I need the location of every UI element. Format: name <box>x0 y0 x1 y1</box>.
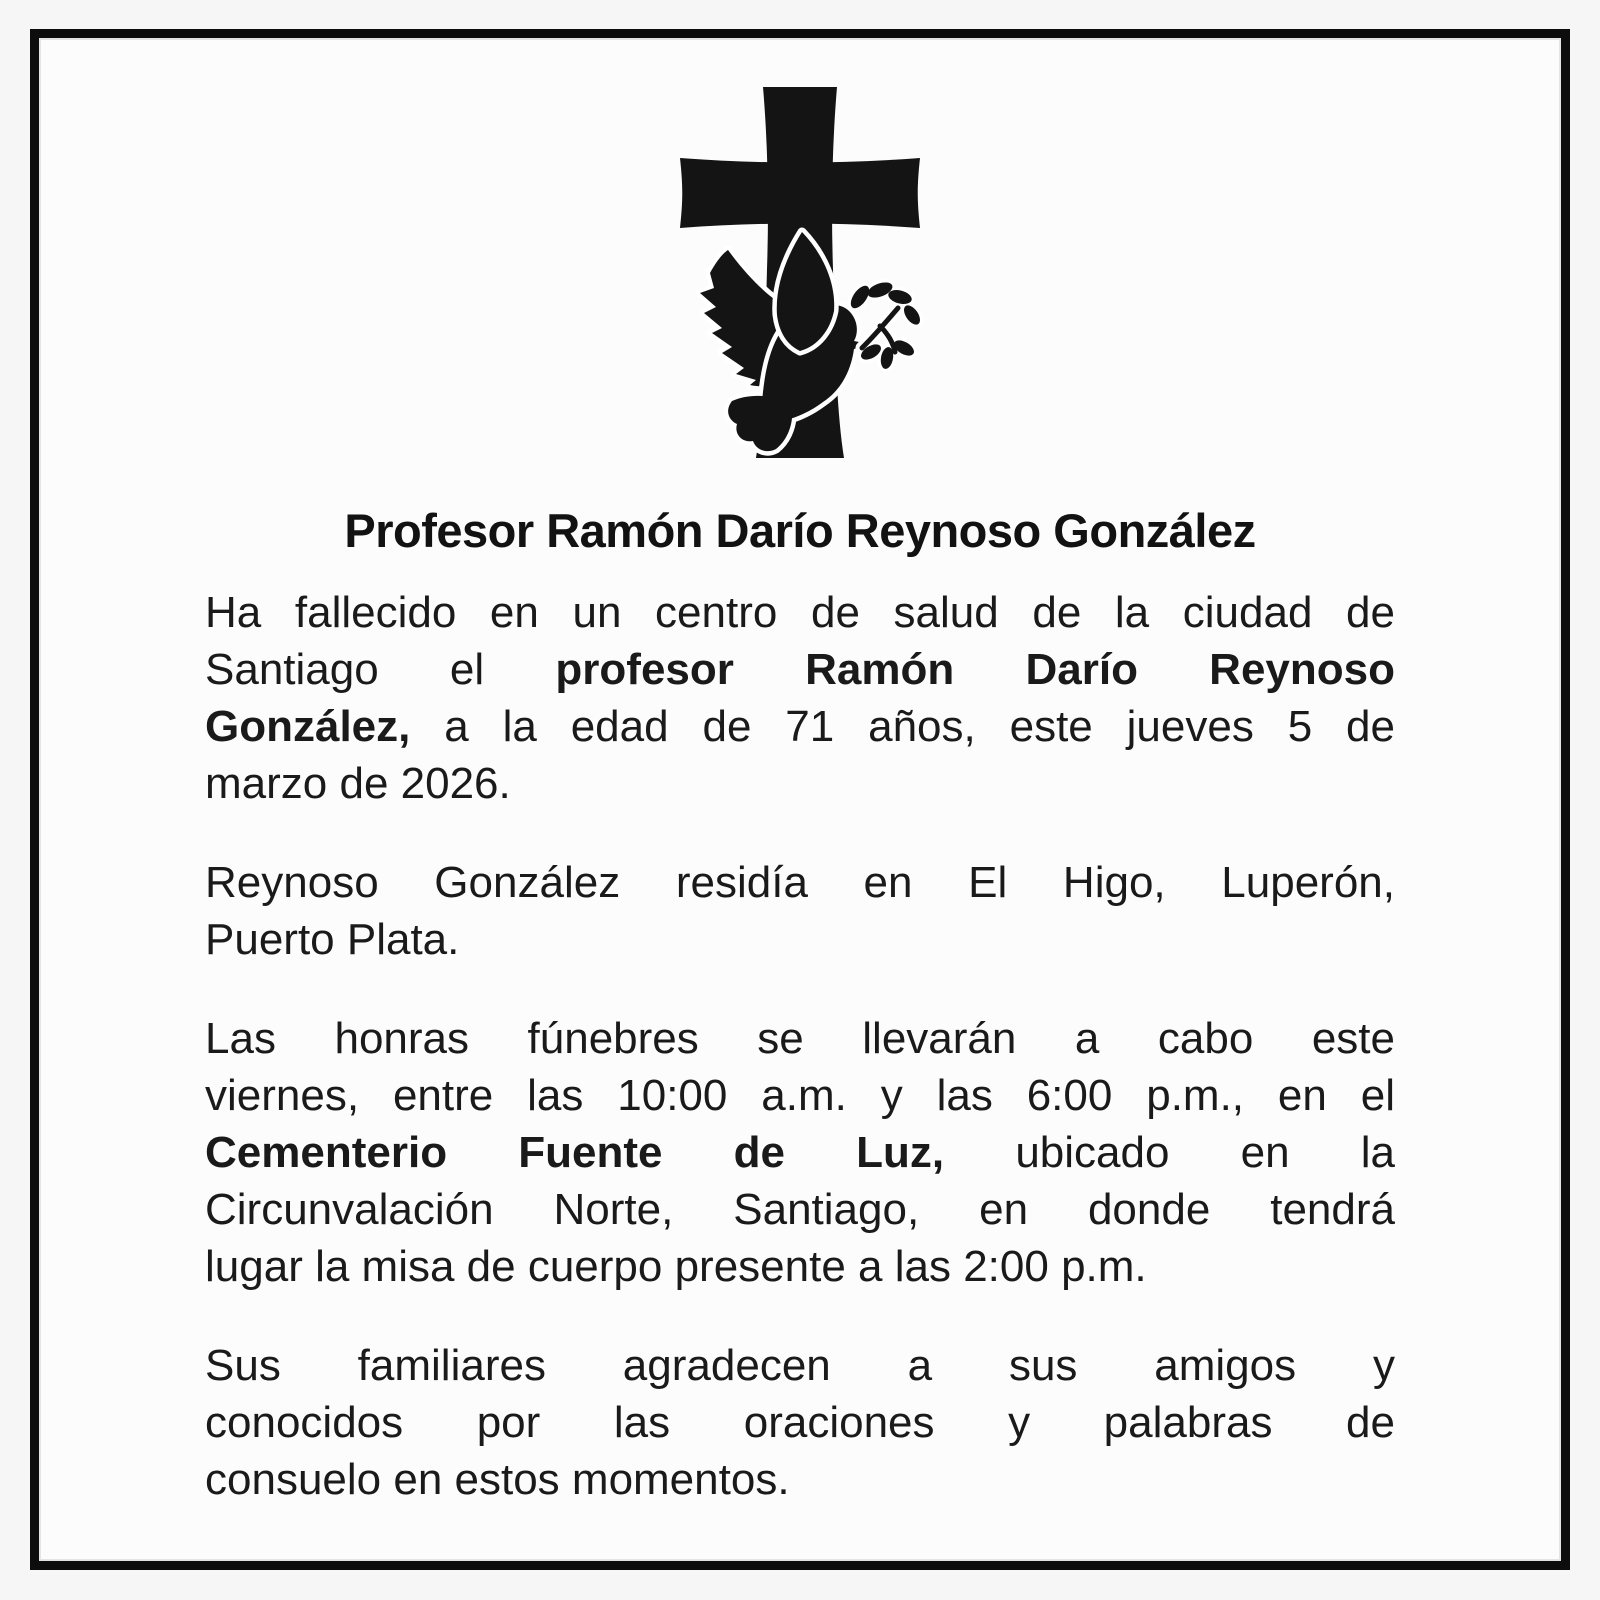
obituary-body <box>205 584 1395 1508</box>
text-line <box>205 1394 1395 1451</box>
paragraph <box>205 584 1395 812</box>
text-segment: consuelo en estos momentos. <box>205 1455 790 1504</box>
text-segment: Circunvalación Norte, Santiago, en donde tendrá <box>205 1185 1395 1234</box>
memorial-card <box>30 29 1570 1570</box>
text-segment: Reynoso González residía en El Higo, Luperón, <box>205 858 1395 907</box>
text-segment: lugar la misa de cuerpo presente a las 2:00 p.m. <box>205 1242 1147 1291</box>
text-segment: Sus familiares agradecen a sus amigos y <box>205 1341 1395 1390</box>
text-line <box>205 854 1395 911</box>
bold-text-segment: González, <box>205 702 411 751</box>
deceased-name-title: Profesor Ramón Darío Reynoso González <box>344 504 1256 557</box>
text-segment: a la edad de 71 años, este jueves 5 de <box>410 702 1395 751</box>
text-line <box>205 1238 1395 1295</box>
cross-with-dove-svg <box>664 84 936 464</box>
text-segment: Puerto Plata. <box>205 915 460 964</box>
card-content <box>205 84 1395 1508</box>
text-line <box>205 1181 1395 1238</box>
bold-text-segment: profesor Ramón Darío Reynoso <box>555 645 1395 694</box>
text-line <box>205 1010 1395 1067</box>
text-line <box>205 911 1395 968</box>
text-line <box>205 1337 1395 1394</box>
text-line <box>205 755 1395 812</box>
text-segment: Santiago el <box>205 645 556 694</box>
text-segment: marzo de 2026. <box>205 759 511 808</box>
bold-text-segment: Cementerio Fuente de Luz, <box>205 1128 945 1177</box>
text-line <box>205 1124 1395 1181</box>
text-line <box>205 584 1395 641</box>
text-line <box>205 1451 1395 1508</box>
paragraph <box>205 1010 1395 1295</box>
paragraph <box>205 1337 1395 1508</box>
text-line <box>205 1067 1395 1124</box>
text-segment: viernes, entre las 10:00 a.m. y las 6:00 p.m., en el <box>205 1071 1395 1120</box>
cross-with-dove-icon <box>664 84 936 464</box>
text-segment: ubicado en la <box>944 1128 1395 1177</box>
text-line <box>205 641 1395 698</box>
text-segment: Ha fallecido en un centro de salud de la ciudad de <box>205 588 1395 637</box>
text-line <box>205 698 1395 755</box>
paragraph <box>205 854 1395 968</box>
text-segment: conocidos por las oraciones y palabras de <box>205 1398 1395 1447</box>
text-segment: Las honras fúnebres se llevarán a cabo este <box>205 1014 1395 1063</box>
